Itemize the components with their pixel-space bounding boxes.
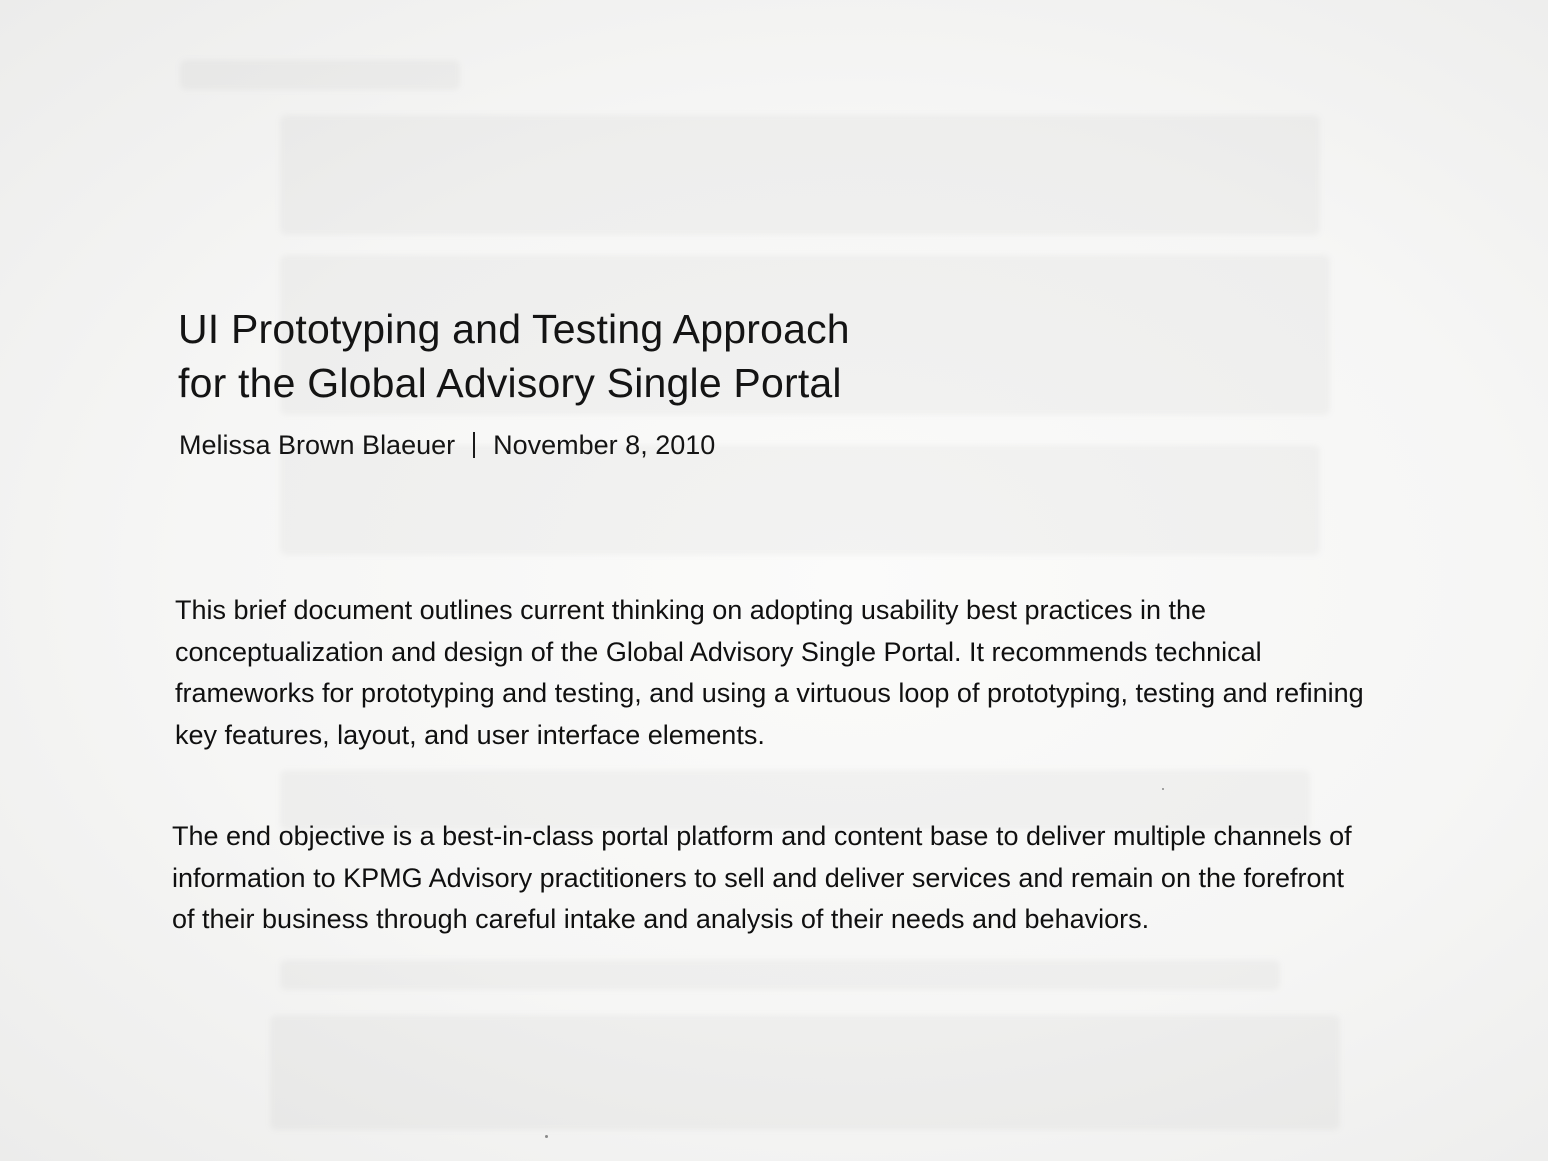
bleed-through-shading [280,115,1320,235]
title-line-1: UI Prototyping and Testing Approach [178,306,850,352]
title-line-2: for the Global Advisory Single Portal [178,360,842,406]
document-title [178,302,1178,410]
byline-separator [473,432,475,458]
bleed-through-shading [180,60,460,90]
paper-speck [545,1135,548,1138]
bleed-through-shading [280,960,1280,990]
byline [179,428,715,462]
objective-paragraph: The end objective is a best-in-class portal platform and content base to deliver multiple channels of information to KPMG Advisory practitioners to sell and deliver services and remain on the forefront of their business through careful intake and analysis of their needs and behaviors. [172,821,1352,934]
intro-paragraph: This brief document outlines current thinking on adopting usability best practices in the conceptualization and design of the Global Advisory Single Portal. It recommends technical frameworks for prototyping and testing, and using a virtuous loop of prototyping, testing and refining key features, layout, and user interface elements. [175,595,1364,750]
document-date: November 8, 2010 [493,430,716,460]
bleed-through-shading [270,1015,1340,1130]
author-name: Melissa Brown Blaeuer [179,430,456,460]
paper-speck [1162,788,1164,790]
